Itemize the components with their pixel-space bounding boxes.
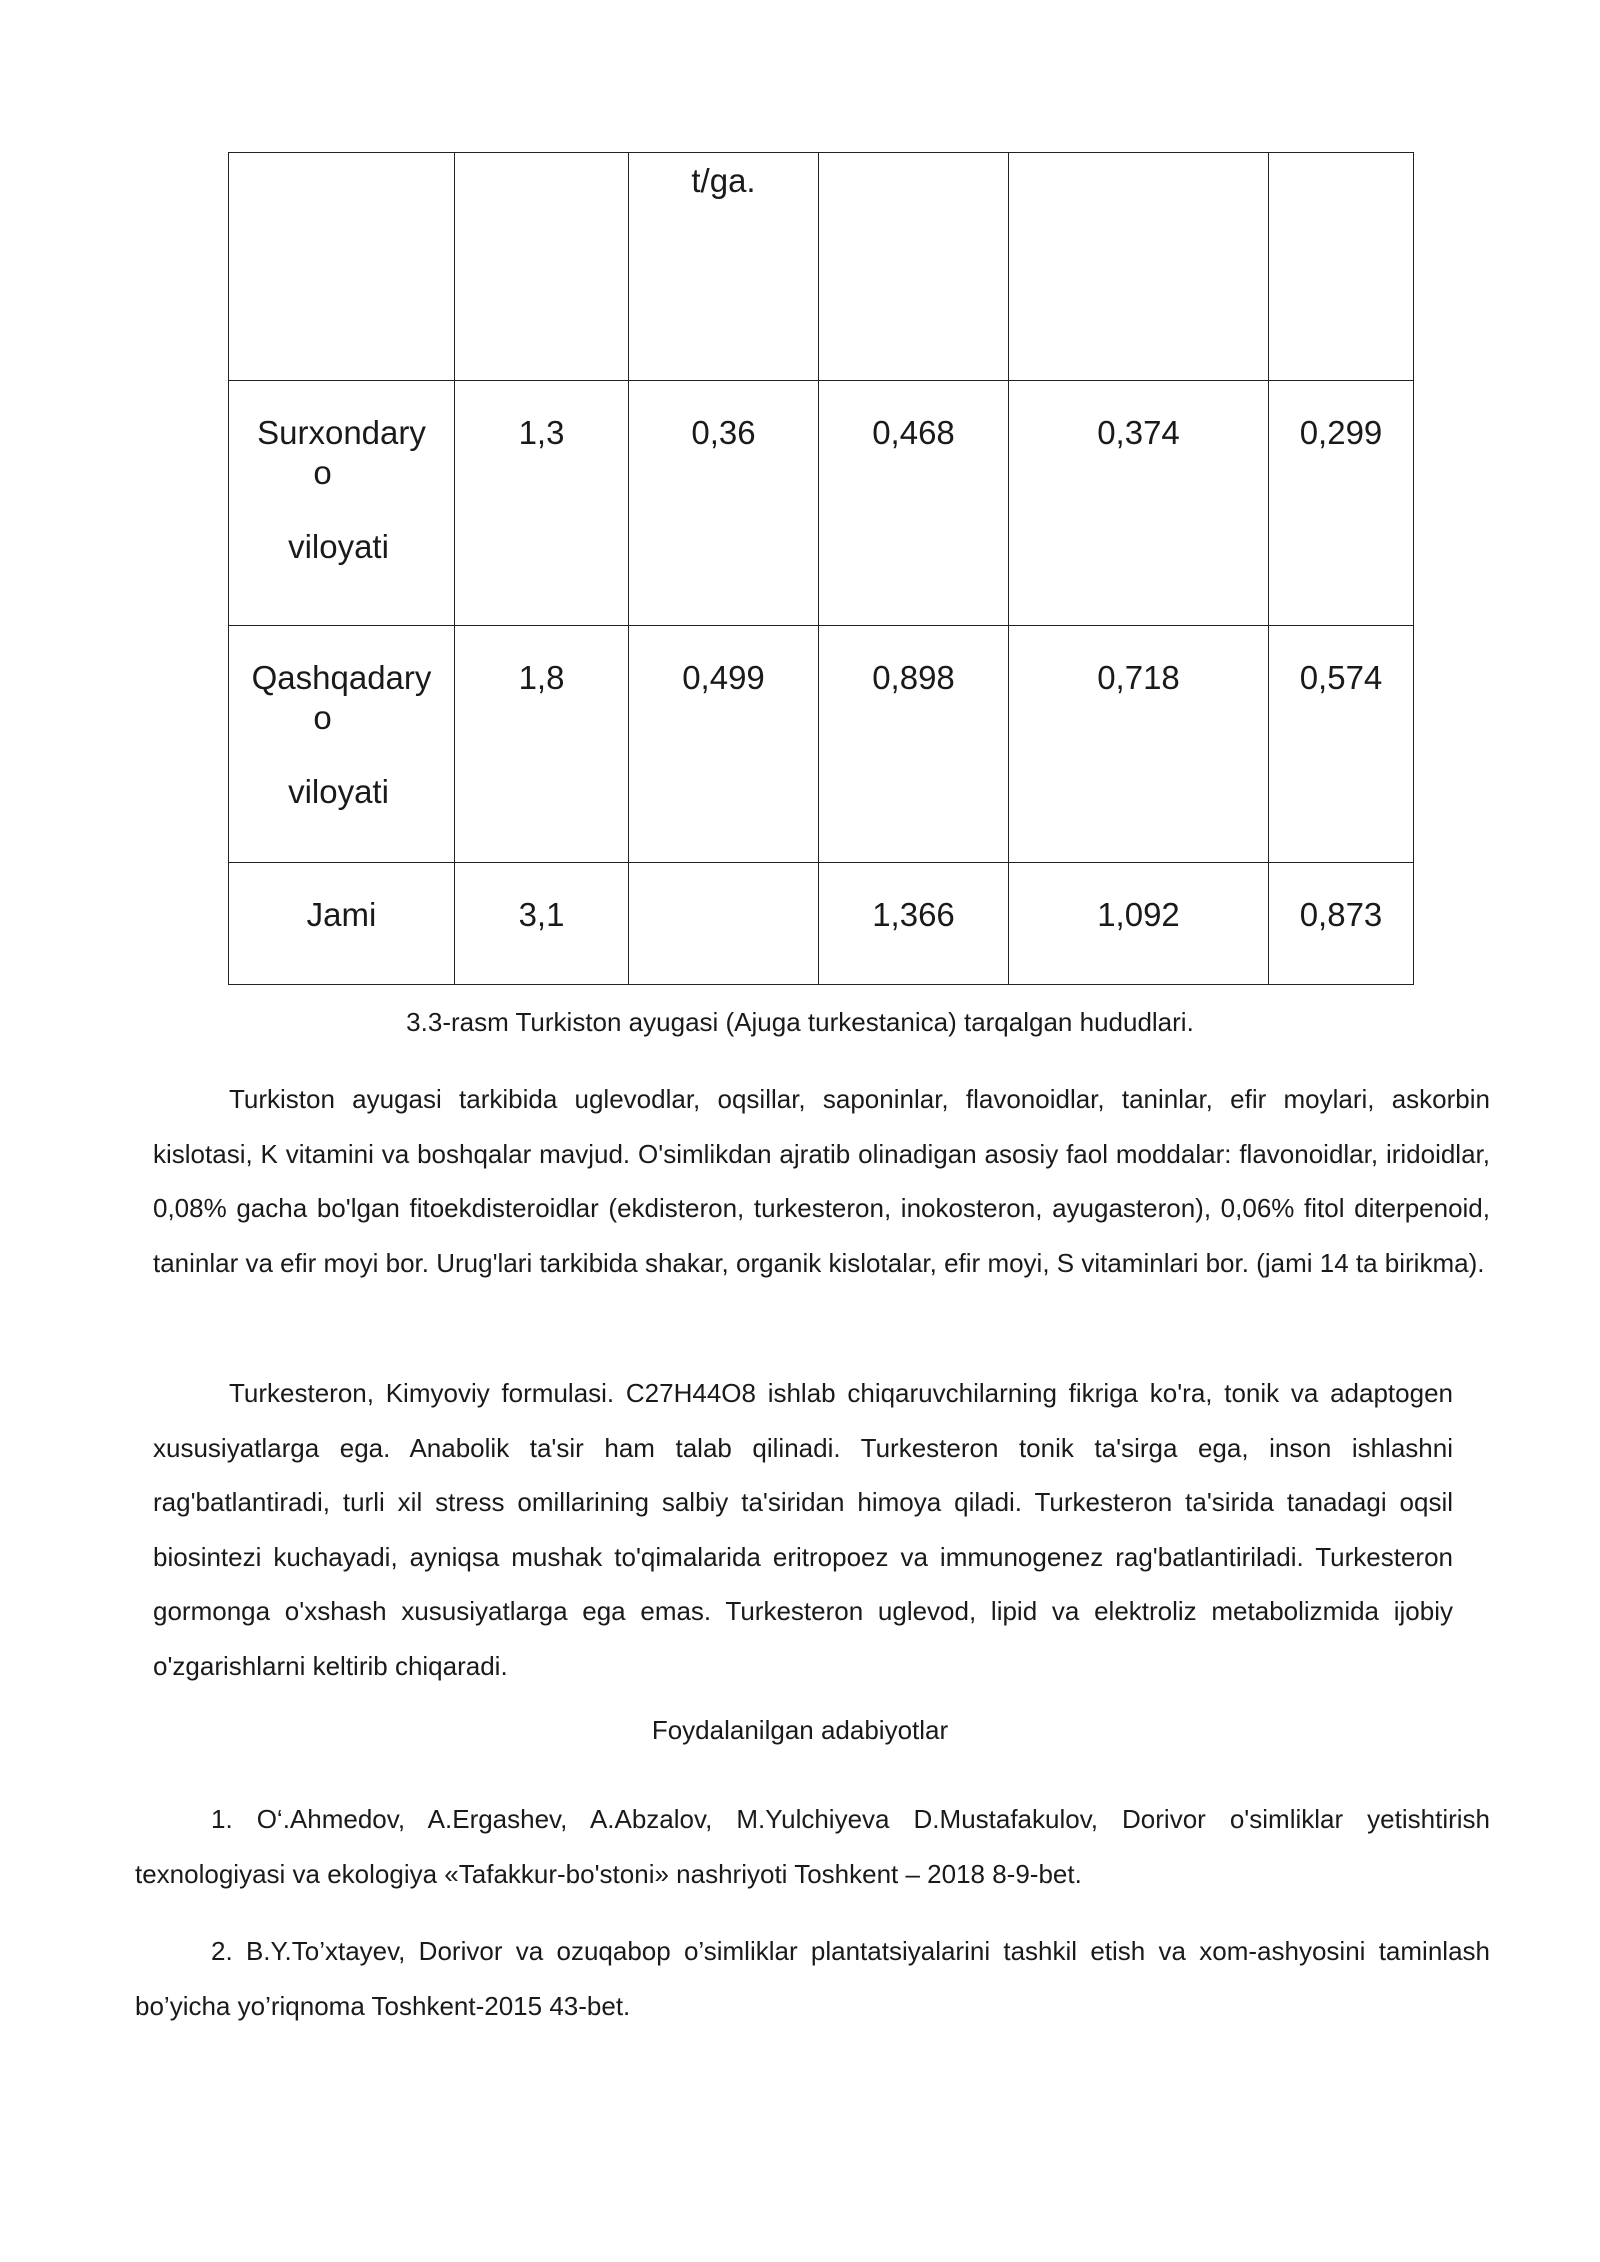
region-name-line: o bbox=[313, 699, 332, 736]
region-cell bbox=[229, 381, 455, 626]
body-paragraph bbox=[153, 1366, 1453, 1693]
region-name-line: o bbox=[313, 454, 332, 491]
region-name-line: Qashqadary bbox=[251, 659, 432, 696]
table-row bbox=[229, 381, 1414, 626]
region-cell: Jami bbox=[229, 863, 455, 985]
table-cell bbox=[455, 153, 629, 381]
references-heading: Foydalanilgan adabiyotlar bbox=[651, 1715, 949, 1745]
reference-text: 1. O‘.Ahmedov, A.Ergashev, A.Abzalov, M.Yulchiyeva D.Mustafakulov, Dorivor o'simliklar yetishtirish texnologiyasi va ekologiya «Tafakkur-bo'stoni» nashriyoti Toshkent – 2018 8-9-bet. bbox=[135, 1804, 1490, 1889]
table-row bbox=[229, 626, 1414, 863]
region-cell bbox=[229, 626, 455, 863]
table-cell: 0,374 bbox=[1009, 381, 1269, 626]
table-cell: 0,898 bbox=[819, 626, 1009, 863]
table-row bbox=[229, 863, 1414, 985]
paragraph-text: Turkesteron, Kimyoviy formulasi. C27H44O8 ishlab chiqaruvchilarning fikriga ko'ra, tonik va adaptogen xususiyatlarga ega. Anabolik ta'sir ham talab qilinadi. Turkesteron tonik ta'sirga ega, inson ishlashni rag'batlantiradi, turli xil stress omillarining salbiy ta'siridan himoya qiladi. Turkesteron ta'sirida tanadagi oqsil biosintezi kuchayadi, ayniqsa mushak to'qimalarida eritropoez va immunogenez rag'batlantiriladi. Turkesteron gormonga o'xshash xususiyatlarga ega emas. Turkesteron uglevod, lipid va elektroliz metabolizmida ijobiy o'zgarishlarni keltirib chiqaradi. bbox=[153, 1378, 1453, 1681]
table-cell bbox=[629, 863, 819, 985]
reference-text: 2. B.Y.To’xtayev, Dorivor va ozuqabop o’simliklar plantatsiyalarini tashkil etish va xom-ashyosini taminlash bo’yicha yo’riqnoma Toshkent-2015 43-bet. bbox=[135, 1936, 1490, 2021]
table-cell bbox=[1009, 153, 1269, 381]
table-cell bbox=[819, 153, 1009, 381]
table-cell: 1,3 bbox=[455, 381, 629, 626]
table-cell: 0,299 bbox=[1269, 381, 1414, 626]
table-cell: 0,574 bbox=[1269, 626, 1414, 863]
table-cell bbox=[229, 153, 455, 381]
table-cell: 0,718 bbox=[1009, 626, 1269, 863]
region-name-line: viloyati bbox=[288, 528, 389, 565]
table-cell: 1,8 bbox=[455, 626, 629, 863]
table-cell: 0,36 bbox=[629, 381, 819, 626]
regions-table bbox=[228, 152, 1414, 985]
body-paragraph bbox=[153, 1072, 1490, 1290]
table-row bbox=[229, 153, 1414, 381]
table-cell: 1,366 bbox=[819, 863, 1009, 985]
table-cell: t/ga. bbox=[629, 153, 819, 381]
reference-item bbox=[135, 1924, 1490, 2033]
region-name-line: viloyati bbox=[288, 773, 389, 810]
table-cell: 1,092 bbox=[1009, 863, 1269, 985]
paragraph-text: Turkiston ayugasi tarkibida uglevodlar, oqsillar, saponinlar, flavonoidlar, taninlar, efir moylari, askorbin kislotasi, K vitamini va boshqalar mavjud. O'simlikdan ajratib olinadigan asosiy faol moddalar: flavonoidlar, iridoidlar, 0,08% gacha bo'lgan fitoekdisteroidlar (ekdisteron, turkesteron, inokosteron, ayugasteron), 0,06% fitol diterpenoid, taninlar va efir moyi bor. Urug'lari tarkibida shakar, organik kislotalar, efir moyi, S vitaminlari bor. (jami 14 ta birikma). bbox=[153, 1084, 1490, 1278]
figure-caption: 3.3-rasm Turkiston ayugasi (Ajuga turkestanica) tarqalgan hududlari. bbox=[406, 1007, 1194, 1037]
table-cell: 0,468 bbox=[819, 381, 1009, 626]
table-cell: 3,1 bbox=[455, 863, 629, 985]
reference-item bbox=[135, 1792, 1490, 1901]
table-cell bbox=[1269, 153, 1414, 381]
region-name-line: Surxondary bbox=[257, 414, 426, 451]
table-cell: 0,873 bbox=[1269, 863, 1414, 985]
table-cell: 0,499 bbox=[629, 626, 819, 863]
